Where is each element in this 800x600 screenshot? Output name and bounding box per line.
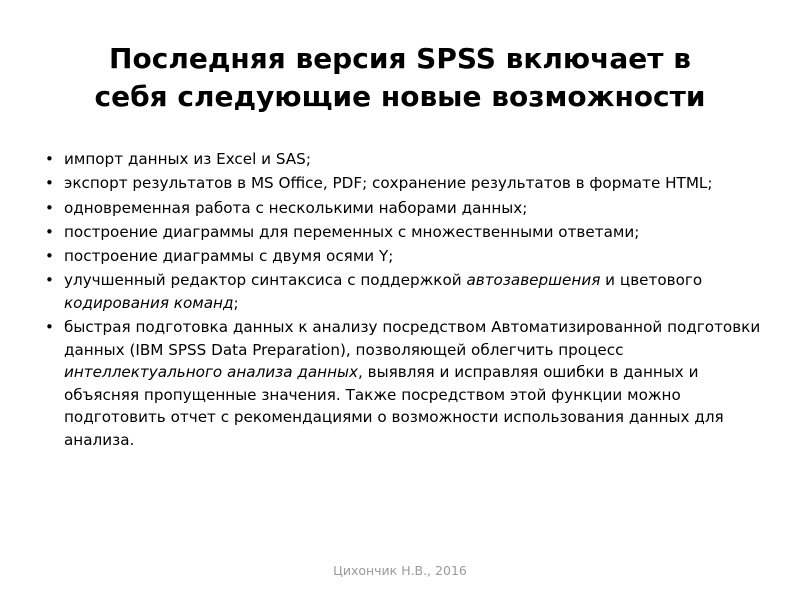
slide-footer-author: Цихончик Н.В., 2016 (333, 563, 467, 578)
bullet-marker: • (45, 222, 54, 241)
feature-bullet-item (44, 269, 764, 314)
feature-bullet-item (44, 221, 764, 244)
bullet-text-italic: интеллектуального анализа данных (64, 363, 359, 382)
bullet-text: ; (233, 293, 239, 312)
bullet-text: построение диаграммы для переменных с множественными ответами; (64, 222, 640, 241)
bullet-text: , выявляя и исправляя ошибки в данных и объясняя пропущенные значения. Также посредством этой функции можно подготовить отчет с рекомендациями о возможности использования данных для анализа. (64, 363, 724, 449)
bullet-text-italic: автозавершения (466, 271, 601, 290)
feature-bullet-item (44, 148, 764, 171)
bullet-text: импорт данных из Excel и SAS; (64, 150, 311, 168)
bullet-text: одновременная работа с несколькими наборами данных; (64, 198, 528, 217)
bullet-marker: • (45, 174, 54, 193)
bullet-marker: • (45, 318, 54, 337)
slide-title (30, 40, 770, 116)
feature-bullet-list (44, 148, 764, 453)
bullet-marker: • (45, 198, 54, 217)
bullet-text: и цветового (600, 271, 703, 290)
slide-title-line-2: себя следующие новые возможности (94, 80, 706, 113)
feature-bullet-item (44, 245, 764, 268)
bullet-text: улучшенный редактор синтаксиса с поддержкой (64, 271, 467, 290)
bullet-text-italic: кодирования команд (64, 293, 234, 312)
bullet-text: экспорт результатов в MS Office, PDF; сохранение результатов в формате HTML; (64, 174, 713, 193)
bullet-marker: • (45, 271, 54, 290)
feature-bullet-item (44, 172, 764, 195)
bullet-marker: • (45, 247, 54, 266)
bullet-text: построение диаграммы с двумя осями Y; (64, 247, 394, 266)
slide-title-line-1: Последняя версия SPSS включает в (109, 42, 691, 75)
feature-bullet-item (44, 316, 764, 451)
bullet-text: быстрая подготовка данных к анализу посредством Автоматизированной подготовки данных (IBM SPSS Data Preparation), позволяющей облегчить процесс (64, 318, 761, 359)
bullet-marker: • (45, 150, 54, 168)
feature-bullet-item (44, 197, 764, 220)
